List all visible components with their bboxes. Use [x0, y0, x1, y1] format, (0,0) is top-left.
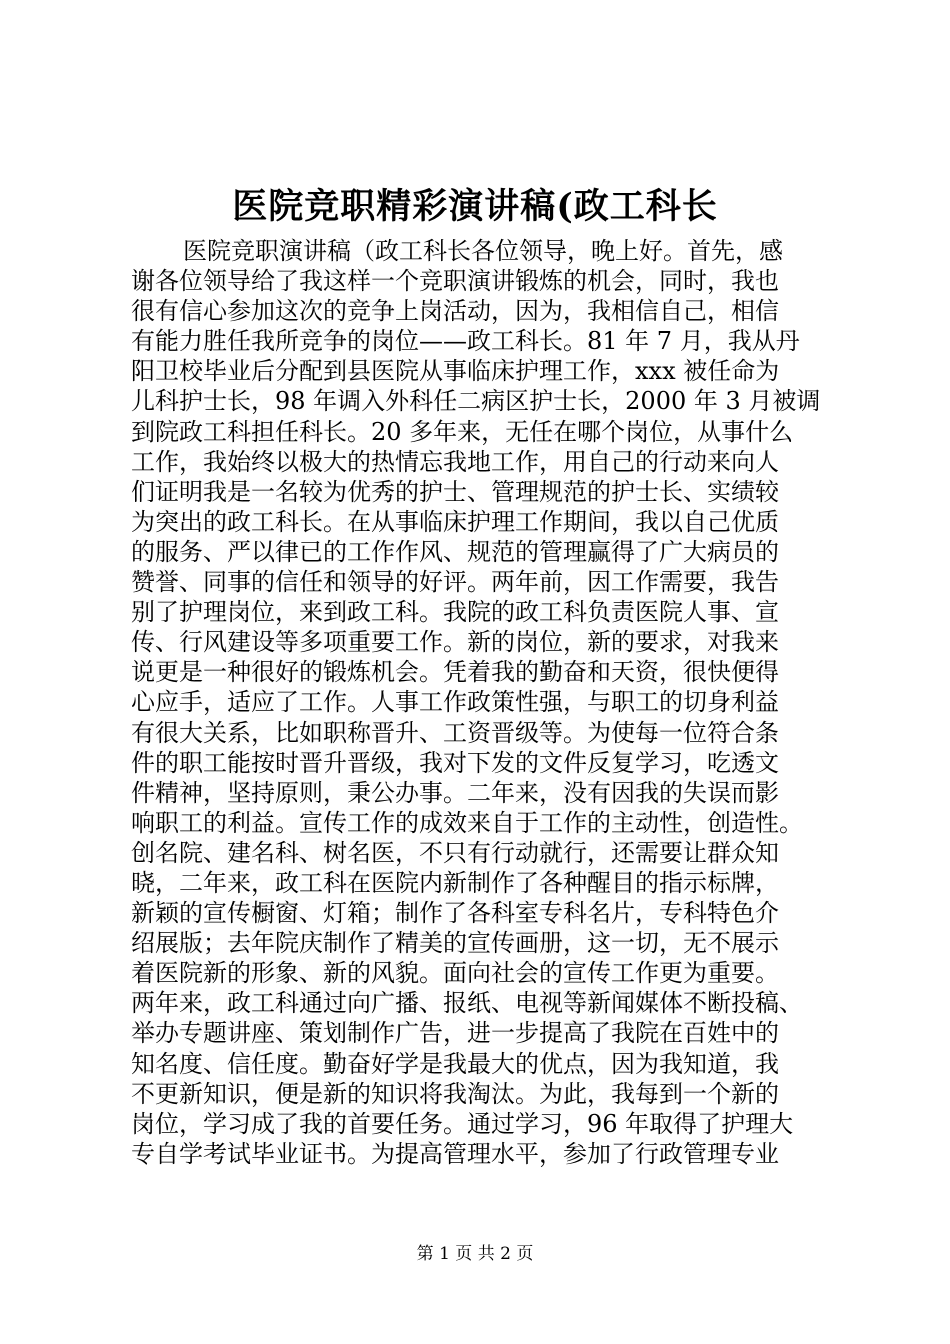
body-text-line: 创名院、建名科、树名医，不只有行动就行，还需要让群众知 — [131, 838, 779, 867]
body-text-line: 绍展版；去年院庆制作了精美的宣传画册，这一切，无不展示 — [131, 929, 779, 958]
body-text-line: 们证明我是一名较为优秀的护士、管理规范的护士长、实绩较 — [131, 477, 779, 506]
body-text-line: 的服务、严以律已的工作作风、规范的管理赢得了广大病员的 — [131, 537, 779, 566]
body-text-line: 说更是一种很好的锻炼机会。凭着我的勤奋和天资，很快便得 — [131, 658, 779, 687]
body-text-line: 专自学考试毕业证书。为提高管理水平，参加了行政管理专业 — [131, 1139, 779, 1168]
body-text-line: 新颖的宣传橱窗、灯箱；制作了各科室专科名片，专科特色介 — [131, 899, 779, 928]
body-text-line: 有很大关系，比如职称晋升、工资晋级等。为使每一位符合条 — [131, 718, 779, 747]
body-text-line: 医院竞职演讲稿（政工科长各位领导，晚上好。首先，感 — [183, 237, 783, 265]
body-text-line: 别了护理岗位，来到政工科。我院的政工科负责医院人事、宣 — [131, 598, 779, 627]
body-text-line: 工作，我始终以极大的热情忘我地工作，用自己的行动来向人 — [131, 447, 779, 476]
body-text-line: 有能力胜任我所竞争的岗位——政工科长。81 年 7 月，我从丹 — [131, 327, 800, 356]
body-text-line: 儿科护士长，98 年调入外科任二病区护士长，2000 年 3 月被调 — [131, 387, 821, 416]
body-text-line: 阳卫校毕业后分配到县医院从事临床护理工作，xxx 被任命为 — [131, 357, 780, 386]
body-text-line: 件精神，坚持原则，秉公办事。二年来，没有因我的失误而影 — [131, 778, 779, 807]
body-text-line: 晓，二年来，政工科在医院内新制作了各种醒目的指示标牌， — [131, 868, 779, 897]
body-text-line: 响职工的利益。宣传工作的成效来自于工作的主动性，创造性。 — [131, 808, 803, 837]
body-text-line: 传、行风建设等多项重要工作。新的岗位，新的要求，对我来 — [131, 628, 779, 657]
body-text-line: 很有信心参加这次的竞争上岗活动，因为，我相信自己，相信 — [131, 297, 779, 326]
document-title: 医院竞职精彩演讲稿(政工科长 — [232, 186, 718, 227]
body-text-line: 着医院新的形象、新的风貌。面向社会的宣传工作更为重要。 — [131, 959, 779, 988]
body-text-line: 为突出的政工科长。在从事临床护理工作期间，我以自己优质 — [131, 507, 779, 536]
body-text-line: 心应手，适应了工作。人事工作政策性强，与职工的切身利益 — [131, 688, 779, 717]
body-text-line: 两年来，政工科通过向广播、报纸、电视等新闻媒体不断投稿、 — [131, 989, 803, 1018]
body-text-line: 不更新知识，便是新的知识将我淘汰。为此，我每到一个新的 — [131, 1079, 779, 1108]
body-text-line: 岗位，学习成了我的首要任务。通过学习，96 年取得了护理大 — [131, 1109, 794, 1138]
document-body — [131, 236, 831, 1169]
body-text-line: 赞誉、同事的信任和领导的好评。两年前，因工作需要，我告 — [131, 568, 779, 597]
body-text-line: 件的职工能按时晋升晋级，我对下发的文件反复学习，吃透文 — [131, 748, 779, 777]
body-text-line: 举办专题讲座、策划制作广告，进一步提高了我院在百姓中的 — [131, 1019, 779, 1048]
page-footer: 第 1 页 共 2 页 — [416, 1244, 534, 1264]
body-text-line: 谢各位领导给了我这样一个竞职演讲锻炼的机会，同时，我也 — [131, 267, 779, 296]
body-text-line: 知名度、信任度。勤奋好学是我最大的优点，因为我知道，我 — [131, 1049, 779, 1078]
body-text-line: 到院政工科担任科长。20 多年来，无任在哪个岗位，从事什么 — [131, 417, 794, 446]
